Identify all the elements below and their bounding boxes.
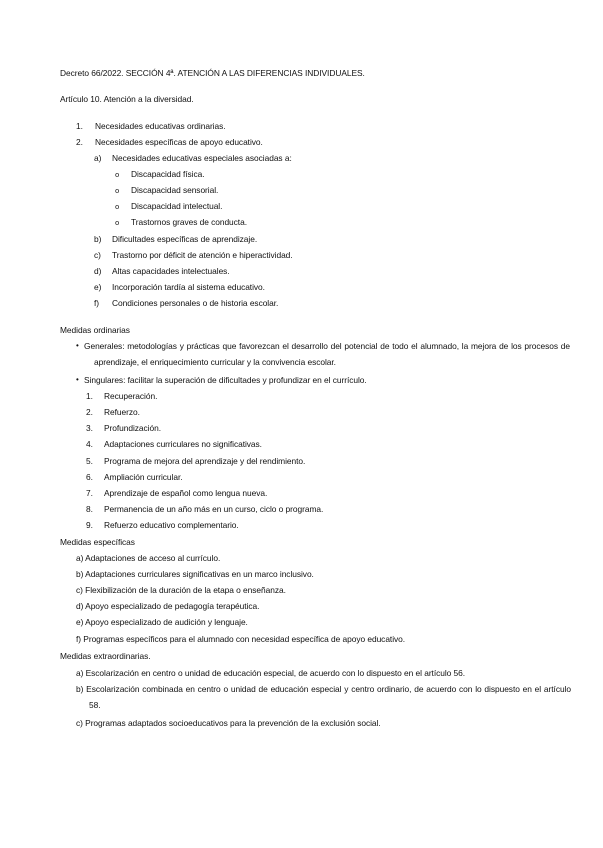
ordinary-item-number: 5. [86,456,93,466]
ordinary-item-number: 7. [86,488,93,498]
extraordinary-measure-item: a) Escolarización en centro o unidad de educación especial, de acuerdo con lo dispuesto en el artículo 56. [76,668,466,678]
ordinary-item-text: Refuerzo educativo complementario. [104,520,239,530]
disability-item: Discapacidad sensorial. [131,185,219,195]
ordinary-item-number: 3. [86,423,93,433]
sub-bullet-icon: o [115,203,120,211]
ordinary-measures-heading: Medidas ordinarias [60,325,130,335]
specific-measures-heading: Medidas específicas [60,537,135,547]
ordinary-item-text: Programa de mejora del aprendizaje y del rendimiento. [104,456,306,466]
document-header: Decreto 66/2022. SECCIÓN 4ª. ATENCIÓN A LAS DIFERENCIAS INDIVIDUALES. [60,68,365,78]
extraordinary-measure-item: c) Programas adaptados socioeducativos para la prevención de la exclusión social. [76,718,381,728]
specific-need-text: Necesidades educativas especiales asociadas a: [112,153,292,163]
specific-need-text: Condiciones personales o de historia escolar. [112,298,279,308]
disability-item: Discapacidad física. [131,169,205,179]
ordinary-item-text: Refuerzo. [104,407,140,417]
ordinary-item-text: Permanencia de un año más en un curso, ciclo o programa. [104,504,324,514]
specific-need-text: Incorporación tardía al sistema educativo. [112,282,265,292]
specific-measure-item: b) Adaptaciones curriculares significativas en un marco inclusivo. [76,569,314,579]
extraordinary-measure-item: b) Escolarización combinada en centro o unidad de educación especial y centro ordinario, de acuerdo con lo dispuesto en el artículo 58. [76,684,571,710]
ordinary-item-text: Recuperación. [104,391,158,401]
specific-measure-item: c) Flexibilización de la duración de la etapa o enseñanza. [76,585,286,595]
ordinary-item-number: 8. [86,504,93,514]
specific-need-letter: d) [94,266,102,276]
specific-measure-item: a) Adaptaciones de acceso al currículo. [76,553,221,563]
specific-need-letter: c) [94,250,101,260]
ordinary-item-text: Ampliación curricular. [104,472,183,482]
specific-need-letter: b) [94,234,102,244]
specific-need-text: Trastorno por déficit de atención e hiperactividad. [112,250,293,260]
disability-item: Discapacidad intelectual. [131,201,223,211]
need-text: Necesidades educativas ordinarias. [95,121,226,131]
extraordinary-measures-heading: Medidas extraordinarias. [60,651,151,661]
specific-need-text: Dificultades específicas de aprendizaje. [112,234,258,244]
specific-need-text: Altas capacidades intelectuales. [112,266,230,276]
specific-measure-item: d) Apoyo especializado de pedagogía terapéutica. [76,601,260,611]
bullet-icon: • [76,375,79,384]
ordinary-item-number: 6. [86,472,93,482]
ordinary-item-text: Aprendizaje de español como lengua nueva. [104,488,268,498]
need-number: 1. [76,121,83,131]
sub-bullet-icon: o [115,219,120,227]
ordinary-item-number: 1. [86,391,93,401]
sub-bullet-icon: o [115,187,120,195]
article-title: Artículo 10. Atención a la diversidad. [60,94,194,104]
specific-measure-item: e) Apoyo especializado de audición y lenguaje. [76,617,248,627]
bullet-icon: • [76,341,79,350]
specific-need-letter: f) [94,298,100,308]
ordinary-item-number: 4. [86,439,93,449]
ordinary-item-number: 9. [86,520,93,530]
general-measures-text: Generales: metodologías y prácticas que favorezcan el desarrollo del potencial de todo el alumnado, la mejora de los procesos de aprendizaje, el enriquecimiento curricular y la convivencia escolar. [84,341,570,367]
specific-need-letter: e) [94,282,102,292]
sub-bullet-icon: o [115,171,120,179]
ordinary-item-text: Profundización. [104,423,161,433]
need-number: 2. [76,137,83,147]
specific-measure-item: f) Programas específicos para el alumnado con necesidad específica de apoyo educativo. [76,634,406,644]
singular-measures-text: Singulares: facilitar la superación de dificultades y profundizar en el currículo. [84,375,367,385]
disability-item: Trastornos graves de conducta. [131,217,247,227]
ordinary-item-text: Adaptaciones curriculares no significativas. [104,439,262,449]
ordinary-item-number: 2. [86,407,93,417]
need-text: Necesidades específicas de apoyo educativo. [95,137,263,147]
specific-need-letter: a) [94,153,102,163]
